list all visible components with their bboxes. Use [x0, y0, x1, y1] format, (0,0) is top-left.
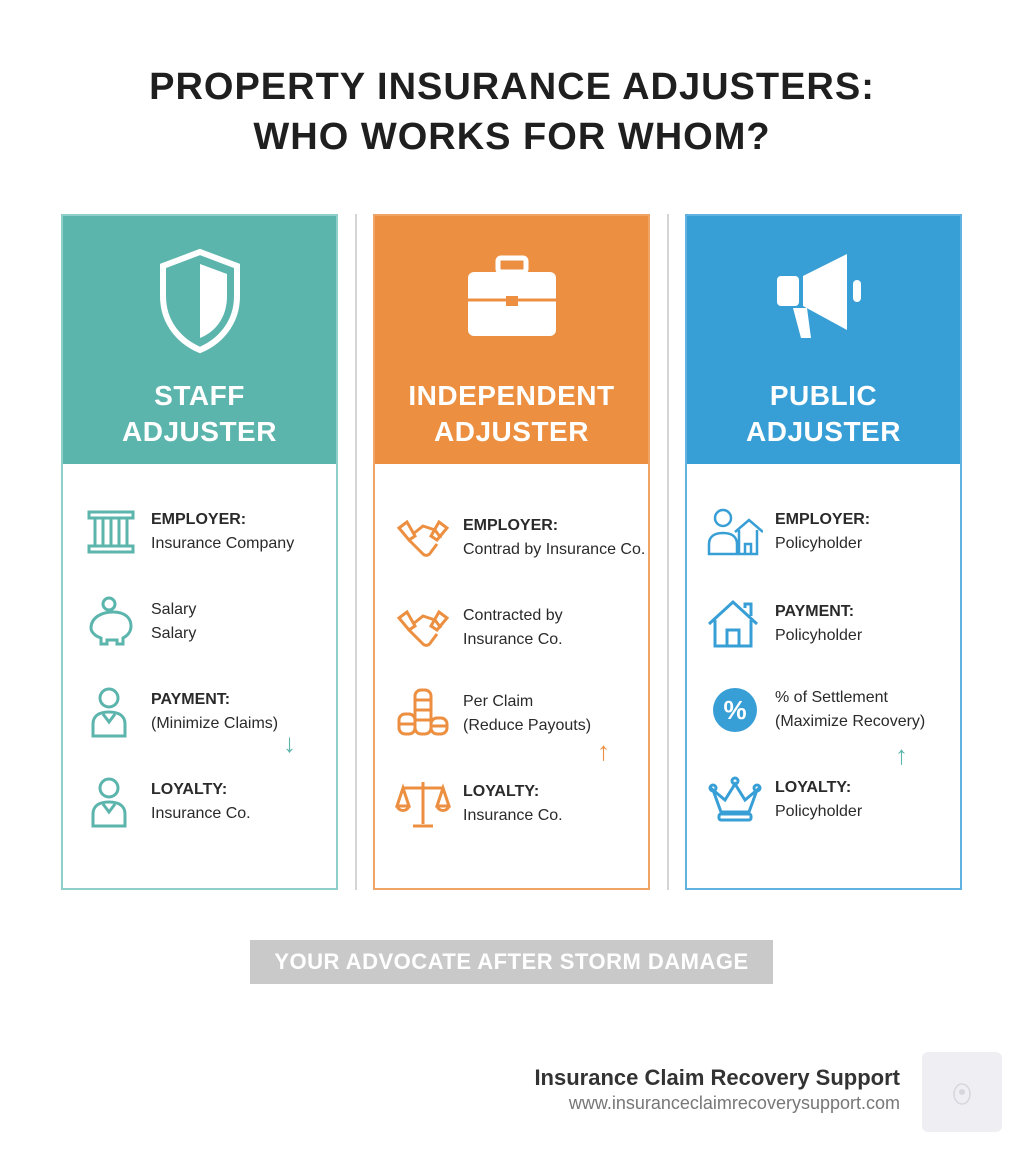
- column-public-adjuster: [685, 214, 962, 890]
- column-title: PUBLIC: [769, 380, 878, 411]
- list-item: [375, 776, 648, 836]
- piggy-bank-icon: [83, 594, 139, 650]
- handshake-icon: [395, 510, 451, 566]
- row-value: (Reduce Payouts): [463, 717, 592, 734]
- column-subtitle: ADJUSTER: [434, 416, 589, 447]
- title-line-1: PROPERTY INSURANCE ADJUSTERS:: [149, 66, 875, 108]
- column-header: [63, 216, 336, 464]
- person-icon: [83, 774, 139, 830]
- list-item: [375, 600, 648, 660]
- title-line-2: WHO WORKS FOR WHOM?: [253, 116, 771, 158]
- megaphone-icon: [769, 246, 879, 346]
- row-label: PAYMENT:: [151, 691, 231, 708]
- person-icon: [83, 684, 139, 740]
- brand-url[interactable]: www.insuranceclaimrecoverysupport.com: [568, 1093, 900, 1113]
- page-title: [0, 62, 1024, 162]
- svg-text:%: %: [723, 695, 747, 725]
- list-item: [63, 774, 336, 834]
- brand-name: Insurance Claim Recovery Support: [534, 1065, 900, 1090]
- scales-icon: [395, 776, 451, 832]
- logo-icon: [922, 1052, 1002, 1132]
- list-item: [687, 596, 960, 656]
- house-icon: [707, 596, 763, 652]
- row-label: EMPLOYER:: [775, 511, 871, 528]
- list-item: [375, 510, 648, 570]
- column-independent-adjuster: [373, 214, 650, 890]
- arrow-up-icon: ↑: [895, 740, 908, 770]
- row-label: PAYMENT:: [775, 603, 855, 620]
- brand-logo: [922, 1052, 1002, 1132]
- row-label: EMPLOYER:: [463, 517, 559, 534]
- column-staff-adjuster: [61, 214, 338, 890]
- list-item: [687, 772, 960, 832]
- row-label: % of Settlement: [775, 689, 888, 706]
- row-value: Insurance Co.: [151, 805, 251, 822]
- row-value: Insurance Co.: [463, 807, 563, 824]
- row-value: (Minimize Claims): [151, 715, 279, 732]
- coins-icon: [395, 686, 451, 742]
- row-value: Policyholder: [775, 535, 863, 552]
- list-item: [63, 594, 336, 654]
- list-item: [63, 504, 336, 564]
- column-subtitle: ADJUSTER: [746, 416, 901, 447]
- crown-icon: [707, 772, 763, 828]
- column-title: STAFF: [154, 380, 245, 411]
- briefcase-icon: [462, 246, 562, 346]
- row-label: LOYALTY:: [151, 781, 228, 798]
- row-value: Contrad by Insurance Co.: [463, 541, 646, 558]
- brand-block: [534, 1064, 900, 1114]
- row-label: Contracted by: [463, 607, 563, 624]
- row-value: Salary: [151, 625, 197, 642]
- row-label: EMPLOYER:: [151, 511, 247, 528]
- column-header: [687, 216, 960, 464]
- divider: [667, 214, 669, 890]
- row-value: Insurance Co.: [463, 631, 563, 648]
- row-value: Policyholder: [775, 627, 863, 644]
- advocate-banner: YOUR ADVOCATE AFTER STORM DAMAGE: [250, 940, 773, 984]
- list-item: [687, 682, 960, 742]
- handshake-icon: [395, 600, 451, 656]
- bank-icon: [83, 504, 139, 560]
- column-subtitle: ADJUSTER: [122, 416, 277, 447]
- shield-icon: [155, 246, 245, 356]
- column-header: [375, 216, 648, 464]
- row-label: Salary: [151, 601, 197, 618]
- row-value: Insurance Company: [151, 535, 295, 552]
- arrow-down-icon: ↓: [283, 728, 296, 758]
- divider: [355, 214, 357, 890]
- row-label: LOYALTY:: [775, 779, 852, 796]
- row-value: (Maximize Recovery): [775, 713, 926, 730]
- row-label: LOYALTY:: [463, 783, 540, 800]
- column-title: INDEPENDENT: [408, 380, 615, 411]
- list-item: [687, 504, 960, 564]
- row-label: Per Claim: [463, 693, 534, 710]
- person-house-icon: [707, 504, 763, 560]
- percent-icon: [707, 682, 763, 738]
- row-value: Policyholder: [775, 803, 863, 820]
- arrow-up-icon: ↑: [597, 736, 610, 766]
